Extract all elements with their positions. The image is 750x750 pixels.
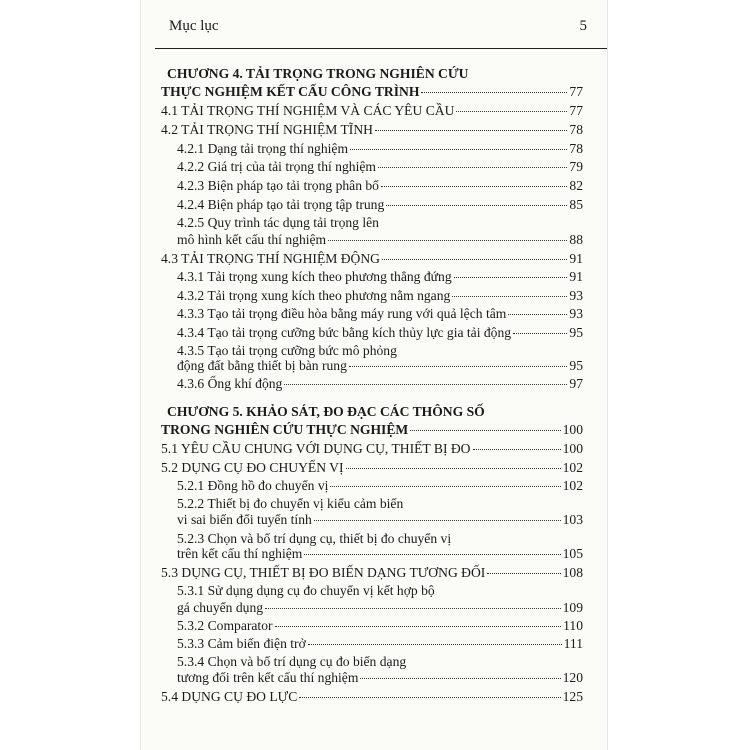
page-ref: 97 — [569, 376, 583, 391]
page-ref: 95 — [569, 325, 583, 340]
entry-text: mô hình kết cấu thí nghiệm — [177, 232, 327, 247]
entry-text: gá chuyển dụng — [177, 600, 264, 615]
toc-entry — [161, 689, 583, 705]
entry-text: 5.2.1 Đồng hồ đo chuyển vị — [177, 478, 329, 493]
page-ref: 88 — [569, 232, 583, 247]
entry-text: 5.3.1 Sử dụng dụng cụ đo chuyển vị kết hợp bộ — [177, 583, 435, 598]
page-header — [169, 18, 587, 35]
entry-text: 4.2 TẢI TRỌNG THÍ NGHIỆM TĨNH — [161, 122, 373, 137]
leader-dots — [421, 92, 567, 93]
toc-entry — [177, 197, 583, 213]
page-ref: 102 — [562, 460, 583, 475]
toc-entry — [177, 306, 583, 322]
page-ref: 79 — [569, 159, 583, 174]
leader-dots — [350, 149, 567, 150]
leader-dots — [346, 468, 561, 469]
leader-dots — [456, 111, 567, 112]
page-ref: 103 — [562, 512, 583, 527]
entry-text: 4.3.6 Ống khí động — [177, 376, 283, 391]
page-ref: 110 — [563, 618, 583, 633]
entry-text: 5.4 DỤNG CỤ ĐO LỰC — [161, 689, 298, 704]
leader-dots — [284, 384, 567, 385]
page-ref: 108 — [562, 565, 583, 580]
entry-text: 5.2 DỤNG CỤ ĐO CHUYỂN VỊ — [161, 460, 344, 475]
toc-entry — [177, 546, 583, 562]
entry-text: 4.3.4 Tạo tải trọng cưỡng bức bằng kích thủy lực gia tải động — [177, 325, 512, 340]
page-ref: 93 — [569, 306, 583, 321]
page-ref: 91 — [569, 251, 583, 266]
chapter-4-title-line2: THỰC NGHIỆM KẾT CẤU CÔNG TRÌNH — [161, 84, 420, 99]
page-ref: 111 — [563, 636, 583, 651]
toc-entry — [161, 422, 583, 438]
page-ref: 77 — [569, 103, 583, 118]
leader-dots — [275, 626, 562, 627]
toc-entry — [161, 565, 583, 581]
leader-dots — [381, 186, 567, 187]
toc-entry — [177, 159, 583, 175]
toc-entry — [177, 288, 583, 304]
page-ref: 100 — [562, 441, 583, 456]
entry-text: 4.2.1 Dạng tải trọng thí nghiệm — [177, 141, 349, 156]
page-ref: 102 — [562, 478, 583, 493]
entry-text: 4.3.5 Tạo tải trọng cưỡng bức mô phỏng — [177, 343, 397, 358]
leader-dots — [265, 608, 561, 609]
leader-dots — [360, 678, 560, 679]
page-ref: 95 — [569, 358, 583, 373]
leader-dots — [487, 573, 560, 574]
entry-text: 5.2.2 Thiết bị đo chuyển vị kiểu cảm biến — [177, 496, 404, 511]
entry-text: tương đối trên kết cấu thí nghiệm — [177, 670, 359, 685]
leader-dots — [386, 205, 567, 206]
leader-dots — [454, 277, 568, 278]
page-ref: 120 — [562, 670, 583, 685]
entry-text: 5.3.4 Chọn và bố trí dụng cụ đo biến dạng — [177, 654, 407, 669]
leader-dots — [328, 240, 567, 241]
leader-dots — [299, 697, 560, 698]
entry-text: động đất bằng thiết bị bàn rung — [177, 358, 347, 373]
page-ref: 77 — [569, 84, 583, 99]
leader-dots — [473, 449, 561, 450]
entry-text: 4.2.4 Biện pháp tạo tải trọng tập trung — [177, 197, 385, 212]
leader-dots — [304, 554, 560, 555]
page-ref: 109 — [562, 600, 583, 615]
entry-text: trên kết cấu thí nghiệm — [177, 546, 303, 561]
toc-entry — [177, 269, 583, 285]
entry-text: 4.2.2 Giá trị của tải trọng thí nghiệm — [177, 159, 376, 174]
toc-entry — [161, 441, 583, 457]
entry-text: 4.3.3 Tạo tải trọng điều hòa bằng máy rung với quả lệch tâm — [177, 306, 507, 321]
toc-entry — [161, 84, 583, 100]
toc-entry — [177, 670, 583, 686]
toc-entry — [161, 103, 583, 119]
toc-entry — [177, 358, 583, 374]
entry-text: 4.3.1 Tải trọng xung kích theo phương thẳng đứng — [177, 269, 452, 284]
leader-dots — [314, 520, 561, 521]
page-ref: 78 — [569, 122, 583, 137]
book-page — [140, 0, 608, 750]
leader-dots — [410, 430, 560, 431]
page-ref: 93 — [569, 288, 583, 303]
entry-text: 5.1 YÊU CẦU CHUNG VỚI DỤNG CỤ, THIẾT BỊ ĐO — [161, 441, 471, 456]
toc-entry — [177, 636, 583, 652]
entry-text: 4.3 TẢI TRỌNG THÍ NGHIỆM ĐỘNG — [161, 251, 380, 266]
toc-entry — [161, 460, 583, 476]
leader-dots — [349, 366, 568, 367]
toc-entry — [177, 178, 583, 194]
page-ref: 82 — [569, 178, 583, 193]
toc-entry — [177, 141, 583, 157]
toc-entry — [177, 232, 583, 248]
chapter-5-title-line2: TRONG NGHIÊN CỨU THỰC NGHIỆM — [161, 422, 409, 437]
leader-dots — [375, 130, 567, 131]
page-ref: 78 — [569, 141, 583, 156]
header-rule — [155, 48, 607, 49]
leader-dots — [308, 644, 562, 645]
toc-entry — [161, 122, 583, 138]
toc-entry — [177, 478, 583, 494]
leader-dots — [378, 167, 567, 168]
leader-dots — [382, 259, 567, 260]
toc-entry — [177, 512, 583, 528]
page-ref: 125 — [562, 689, 583, 704]
page-ref: 85 — [569, 197, 583, 212]
toc-entry — [177, 618, 583, 634]
toc-entry — [161, 251, 583, 267]
chapter-4-title-line1: CHƯƠNG 4. TẢI TRỌNG TRONG NGHIÊN CỨU — [167, 66, 469, 81]
page-ref: 105 — [562, 546, 583, 561]
entry-text: 5.3 DỤNG CỤ, THIẾT BỊ ĐO BIẾN DẠNG TƯƠNG ĐỐI — [161, 565, 486, 580]
entry-text: 4.2.3 Biện pháp tạo tải trọng phân bố — [177, 178, 379, 193]
toc-entry — [177, 376, 583, 392]
leader-dots — [452, 296, 567, 297]
leader-dots — [513, 333, 567, 334]
header-title: Mục lục — [169, 18, 219, 34]
leader-dots — [330, 486, 560, 487]
entry-text: 5.3.3 Cảm biến điện trở — [177, 636, 306, 651]
entry-text: 5.2.3 Chọn và bố trí dụng cụ, thiết bị đo chuyển vị — [177, 531, 452, 546]
entry-text: 5.3.2 Comparator — [177, 618, 273, 633]
header-page-number: 5 — [579, 18, 587, 34]
toc-entry — [177, 600, 583, 616]
toc-entry — [177, 325, 583, 341]
chapter-5-title-line1: CHƯƠNG 5. KHẢO SÁT, ĐO ĐẠC CÁC THÔNG SỐ — [167, 404, 485, 419]
page-ref: 100 — [562, 422, 583, 437]
leader-dots — [508, 314, 567, 315]
entry-text: 4.2.5 Quy trình tác dụng tải trọng lên — [177, 215, 379, 230]
entry-text: vi sai biến đổi tuyến tính — [177, 512, 312, 527]
entry-text: 4.3.2 Tải trọng xung kích theo phương nằm ngang — [177, 288, 451, 303]
entry-text: 4.1 TẢI TRỌNG THÍ NGHIỆM VÀ CÁC YÊU CẦU — [161, 103, 455, 118]
page-ref: 91 — [569, 269, 583, 284]
